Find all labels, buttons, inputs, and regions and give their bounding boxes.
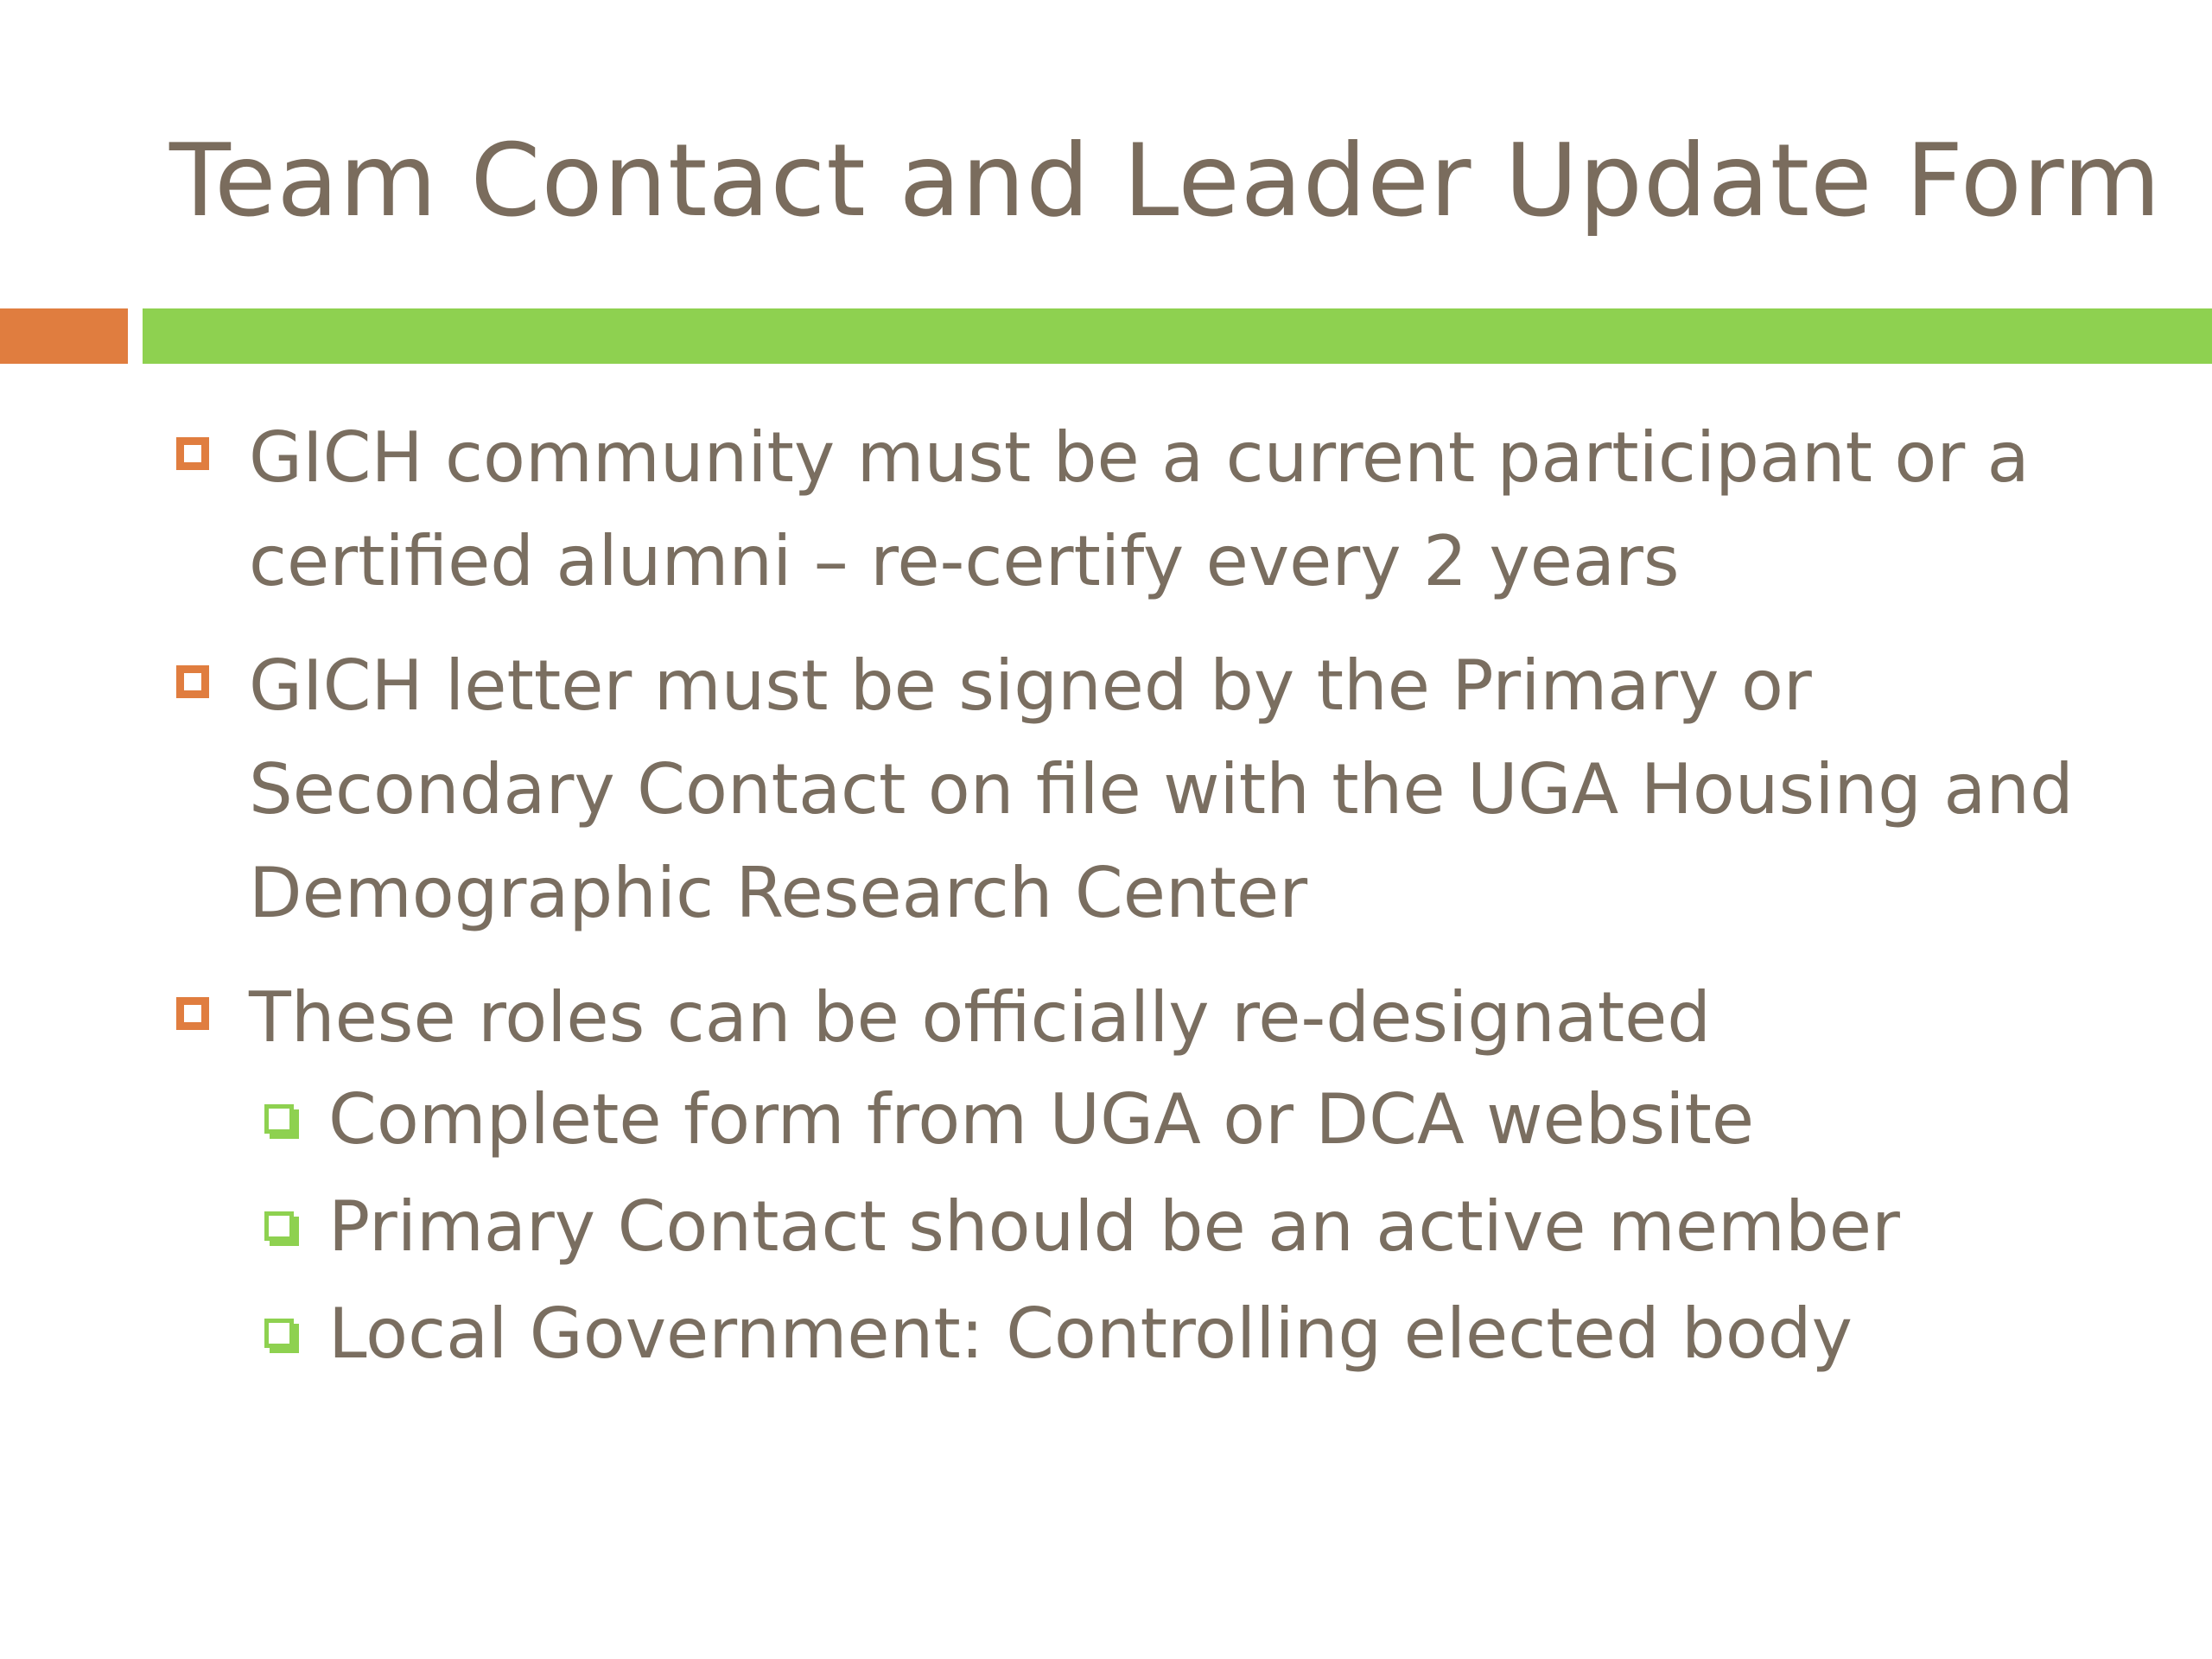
- sub-bullet-item: [264, 1066, 2143, 1173]
- shadowed-checkbox-icon: [264, 1319, 299, 1353]
- sub-bullet-list: [173, 1066, 2143, 1388]
- sub-bullet-text: Primary Contact should be an active member: [328, 1186, 1900, 1267]
- title-rule-green: [143, 308, 2212, 364]
- bullet-item: [173, 406, 2143, 613]
- slide-title: Team Contact and Leader Update Form: [169, 123, 2162, 239]
- bullet-item: [173, 966, 2143, 1070]
- sub-bullet-text: Local Government: Controlling elected body: [328, 1294, 1853, 1374]
- bullet-text: GICH letter must be signed by the Primary or Secondary Contact on file with the UGA Housing and Demographic Research Center: [249, 645, 2074, 933]
- bullet-item: [173, 634, 2143, 945]
- sub-bullet-item: [264, 1281, 2143, 1388]
- bullet-list: [173, 406, 2143, 1388]
- bullet-text: These roles can be officially re-designated: [249, 977, 1712, 1058]
- hollow-square-icon: [176, 997, 209, 1030]
- title-rule-orange: [0, 308, 128, 364]
- bullet-text: GICH community must be a current participant or a certified alumni – re-certify every 2 years: [249, 417, 2030, 601]
- sub-bullet-item: [264, 1173, 2143, 1281]
- hollow-square-icon: [176, 437, 209, 470]
- hollow-square-icon: [176, 665, 209, 698]
- sub-bullet-text: Complete form from UGA or DCA website: [328, 1079, 1755, 1160]
- shadowed-checkbox-icon: [264, 1104, 299, 1139]
- shadowed-checkbox-icon: [264, 1211, 299, 1246]
